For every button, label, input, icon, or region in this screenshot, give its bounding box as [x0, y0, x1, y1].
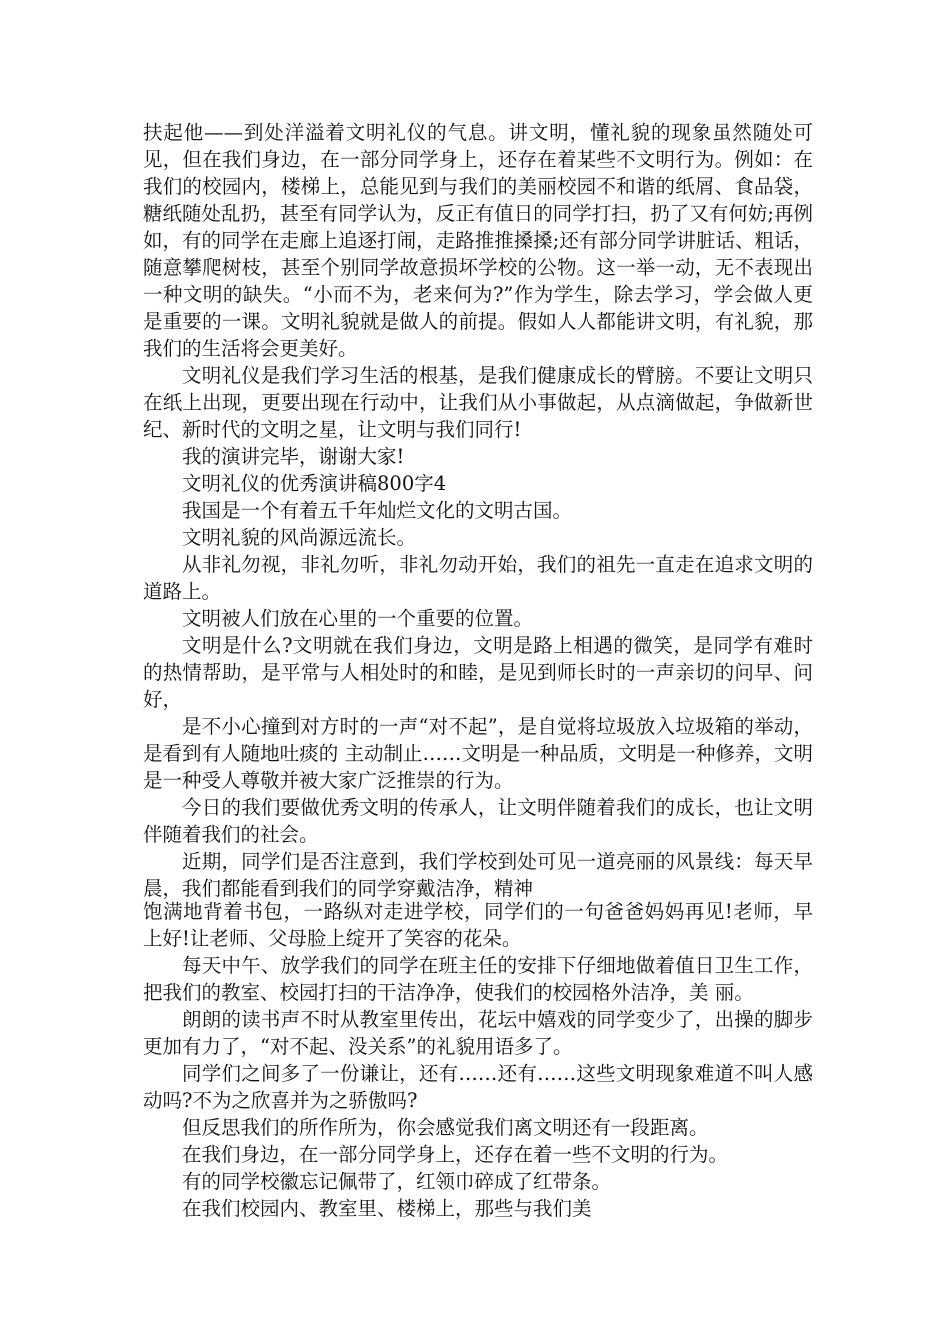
paragraph: 扶起他——到处洋溢着文明礼仪的气息。讲文明，懂礼貌的现象虽然随处可见，但在我们身边，在一部分同学身上，还存在着某些不文明行为。例如：在我们的校园内，楼梯上，总能见到与我们的美丽校园不和谐的纸屑、食品袋，糖纸随处乱扔，甚至有同学认为，反正有值日的同学打扫，扔了又有何妨;再例如，有的同学在走廊上追逐打闹，走路推推搡搡;还有部分同学讲脏话、粗话，随意攀爬树枝，甚至个别同学故意损坏学校的公物。这一举一动，无不表现出一种文明的缺失。“小而不为，老来何为?”作为学生，除去学习，学会做人更是重要的一课。文明礼貌就是做人的前提。假如人人都能讲文明，有礼貌，那我们的生活将会更美好。	[143, 121, 813, 360]
paragraph: 文明是什么?文明就在我们身边，文明是路上相遇的微笑，是同学有难时的热情帮助，是平常与人相处时的和睦，是见到师长时的一声亲切的问早、问好，	[143, 634, 813, 711]
paragraph: 朗朗的读书声不时从教室里传出，花坛中嬉戏的同学变少了，出操的脚步更加有力了，“对不起、没关系”的礼貌用语多了。	[143, 1008, 813, 1058]
paragraph: 文明礼仪的优秀演讲稿800字4	[182, 472, 447, 495]
paragraph: 从非礼勿视，非礼勿听，非礼勿动开始，我们的祖先一直走在追求文明的道路上。	[143, 553, 813, 603]
paragraph: 文明礼仪是我们学习生活的根基，是我们健康成长的臂膀。不要让文明只在纸上出现，更要出现在行动中，让我们从小事做起，从点滴做起，争做新世纪、新时代的文明之星，让文明与我们同行!	[143, 364, 813, 441]
text-block-lower	[143, 898, 813, 1222]
paragraph: 我国是一个有着五千年灿烂文化的文明古国。	[182, 499, 573, 522]
paragraph: 文明被人们放在心里的一个重要的位置。	[182, 607, 534, 630]
paragraph: 是不小心撞到对方时的一声“对不起”，是自觉将垃圾放入垃圾箱的举动，是看到有人随地吐痰的 主动制止……文明是一种品质，文明是一种修养，文明是一种受人尊敬并被大家广泛推崇的行为。	[143, 715, 813, 792]
paragraph: 同学们之间多了一份谦让，还有……还有……这些文明现象难道不叫人感动吗?不为之欣喜并为之骄傲吗?	[143, 1062, 813, 1112]
paragraph: 每天中午、放学我们的同学在班主任的安排下仔细地做着值日卫生工作，把我们的教室、校园打扫的干洁净净，使我们的校园格外洁净，美 丽。	[143, 954, 813, 1004]
paragraph: 饱满地背着书包，一路纵对走进学校，同学们的一句爸爸妈妈再见!老师，早上好!让老师、父母脸上绽开了笑容的花朵。	[143, 900, 813, 950]
text-block-upper	[143, 119, 813, 902]
paragraph: 我的演讲完毕，谢谢大家!	[182, 445, 405, 468]
paragraph: 文明礼貌的风尚源远流长。	[182, 526, 417, 549]
paragraph: 近期，同学们是否注意到，我们学校到处可见一道亮丽的风景线：每天早晨，我们都能看到我们的同学穿戴洁净，精神	[143, 850, 813, 900]
paragraph: 在我们校园内、教室里、楼梯上，那些与我们美	[182, 1197, 592, 1220]
paragraph: 有的同学校徽忘记佩带了，红领巾碎成了红带条。	[182, 1170, 612, 1193]
paragraph: 在我们身边，在一部分同学身上，还存在着一些不文明的行为。	[182, 1143, 729, 1166]
paragraph: 但反思我们的所作所为，你会感觉我们离文明还有一段距离。	[182, 1116, 709, 1139]
paragraph: 今日的我们要做优秀文明的传承人，让文明伴随着我们的成长，也让文明伴随着我们的社会。	[143, 796, 813, 846]
